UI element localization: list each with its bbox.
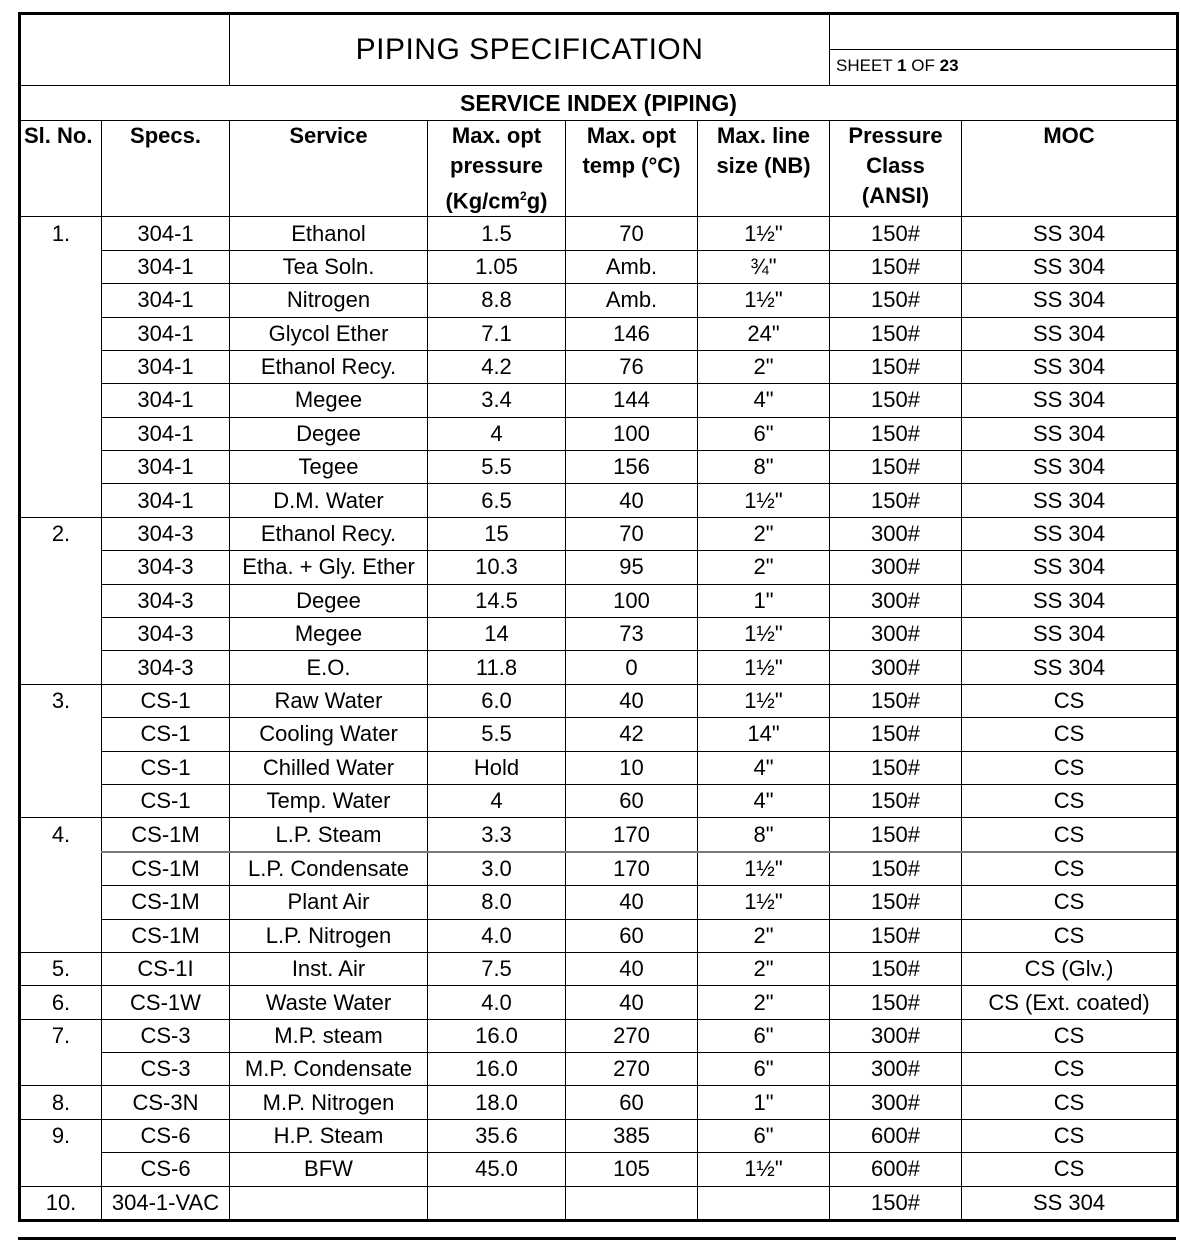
table-row: [20, 684, 1178, 717]
pressure-class-cell: 150#: [830, 417, 962, 450]
line-size-cell: 1½": [698, 484, 830, 517]
pressure-cell: 6.0: [428, 684, 566, 717]
temp-cell: 170: [566, 818, 698, 852]
table-row: [20, 584, 1178, 617]
pressure-cell: 15: [428, 517, 566, 550]
moc-cell: SS 304: [962, 317, 1178, 350]
sl-no-cell: [20, 784, 102, 817]
moc-cell: SS 304: [962, 417, 1178, 450]
sl-no-cell: 4.: [20, 818, 102, 852]
pressure-cell: 11.8: [428, 651, 566, 684]
table-row: [20, 751, 1178, 784]
moc-cell: SS 304: [962, 451, 1178, 484]
line-size-cell: 2": [698, 986, 830, 1019]
service-cell: Raw Water: [230, 684, 428, 717]
service-cell: Ethanol Recy.: [230, 350, 428, 383]
table-row: [20, 284, 1178, 317]
pressure-cell: 4: [428, 784, 566, 817]
table-row: [20, 1086, 1178, 1119]
pressure-class-cell: 300#: [830, 517, 962, 550]
moc-cell: CS: [962, 852, 1178, 886]
service-cell: Nitrogen: [230, 284, 428, 317]
spec-cell: 304-1-VAC: [102, 1186, 230, 1220]
table-row: [20, 718, 1178, 751]
pressure-class-cell: 150#: [830, 986, 962, 1019]
pressure-class-cell: 300#: [830, 1019, 962, 1052]
moc-cell: CS: [962, 1153, 1178, 1186]
spec-cell: 304-1: [102, 384, 230, 417]
logo-cell: [20, 14, 230, 86]
pressure-class-cell: 300#: [830, 1086, 962, 1119]
spec-cell: 304-1: [102, 217, 230, 250]
line-size-cell: 4": [698, 784, 830, 817]
line-size-cell: 2": [698, 517, 830, 550]
table-row: [20, 852, 1178, 886]
sl-no-cell: [20, 886, 102, 919]
sl-no-cell: [20, 718, 102, 751]
pressure-class-cell: 150#: [830, 919, 962, 952]
pressure-cell: 1.5: [428, 217, 566, 250]
pressure-class-cell: 150#: [830, 284, 962, 317]
moc-cell: CS: [962, 1019, 1178, 1052]
table-row: [20, 1053, 1178, 1086]
pressure-cell: [428, 1186, 566, 1220]
sl-no-cell: [20, 551, 102, 584]
line-size-cell: 1½": [698, 217, 830, 250]
table-row: [20, 618, 1178, 651]
spec-cell: CS-3: [102, 1053, 230, 1086]
service-cell: Temp. Water: [230, 784, 428, 817]
col-pressure-class: Pressure Class (ANSI): [830, 121, 962, 217]
table-row: [20, 1019, 1178, 1052]
col-specs: Specs.: [102, 121, 230, 217]
line-size-cell: 24": [698, 317, 830, 350]
spec-cell: 304-3: [102, 584, 230, 617]
moc-cell: CS: [962, 718, 1178, 751]
temp-cell: 105: [566, 1153, 698, 1186]
service-cell: Megee: [230, 618, 428, 651]
temp-cell: [566, 1186, 698, 1220]
table-row: [20, 417, 1178, 450]
spec-cell: 304-3: [102, 517, 230, 550]
service-cell: Tegee: [230, 451, 428, 484]
service-cell: M.P. steam: [230, 1019, 428, 1052]
col-max-temp: Max. opt temp (°C): [566, 121, 698, 217]
service-cell: Ethanol Recy.: [230, 517, 428, 550]
spec-table: [18, 12, 1179, 1222]
service-cell: Etha. + Gly. Ether: [230, 551, 428, 584]
spec-cell: 304-1: [102, 417, 230, 450]
moc-cell: SS 304: [962, 384, 1178, 417]
line-size-cell: 6": [698, 417, 830, 450]
pressure-class-cell: 300#: [830, 584, 962, 617]
moc-cell: SS 304: [962, 1186, 1178, 1220]
moc-cell: SS 304: [962, 350, 1178, 383]
moc-cell: SS 304: [962, 484, 1178, 517]
table-row: [20, 384, 1178, 417]
service-cell: M.P. Nitrogen: [230, 1086, 428, 1119]
temp-cell: 76: [566, 350, 698, 383]
moc-cell: SS 304: [962, 217, 1178, 250]
col-moc: MOC: [962, 121, 1178, 217]
line-size-cell: 6": [698, 1019, 830, 1052]
temp-cell: 144: [566, 384, 698, 417]
spec-cell: 304-1: [102, 284, 230, 317]
spec-cell: CS-3N: [102, 1086, 230, 1119]
sl-no-cell: [20, 484, 102, 517]
line-size-cell: 6": [698, 1053, 830, 1086]
temp-cell: 40: [566, 952, 698, 985]
service-cell: [230, 1186, 428, 1220]
moc-cell: SS 304: [962, 651, 1178, 684]
service-cell: Degee: [230, 584, 428, 617]
table-row: [20, 250, 1178, 283]
spec-cell: CS-1: [102, 751, 230, 784]
service-cell: Tea Soln.: [230, 250, 428, 283]
spec-cell: 304-3: [102, 651, 230, 684]
pressure-cell: 1.05: [428, 250, 566, 283]
spec-cell: CS-3: [102, 1019, 230, 1052]
pressure-class-cell: 150#: [830, 451, 962, 484]
col-service: Service: [230, 121, 428, 217]
temp-cell: 170: [566, 852, 698, 886]
service-cell: D.M. Water: [230, 484, 428, 517]
line-size-cell: 2": [698, 551, 830, 584]
spec-cell: 304-1: [102, 250, 230, 283]
table-row: [20, 818, 1178, 852]
service-cell: L.P. Nitrogen: [230, 919, 428, 952]
table-row: [20, 350, 1178, 383]
sl-no-cell: [20, 1053, 102, 1086]
pressure-cell: 3.0: [428, 852, 566, 886]
spec-cell: CS-6: [102, 1119, 230, 1152]
table-row: [20, 551, 1178, 584]
moc-cell: CS: [962, 919, 1178, 952]
pressure-cell: 14: [428, 618, 566, 651]
line-size-cell: 2": [698, 350, 830, 383]
line-size-cell: 1½": [698, 618, 830, 651]
moc-cell: CS: [962, 684, 1178, 717]
pressure-class-cell: 150#: [830, 818, 962, 852]
spec-cell: CS-6: [102, 1153, 230, 1186]
moc-cell: CS: [962, 818, 1178, 852]
moc-cell: CS: [962, 784, 1178, 817]
temp-cell: 270: [566, 1019, 698, 1052]
line-size-cell: 1½": [698, 852, 830, 886]
col-max-line-size: Max. line size (NB): [698, 121, 830, 217]
spec-cell: CS-1M: [102, 852, 230, 886]
table-row: [20, 651, 1178, 684]
pressure-cell: 14.5: [428, 584, 566, 617]
line-size-cell: 1½": [698, 651, 830, 684]
col-max-pressure: Max. opt pressure $(Kg/cm^2g)$: [428, 121, 566, 217]
moc-cell: SS 304: [962, 618, 1178, 651]
line-size-cell: [698, 1186, 830, 1220]
spec-cell: 304-1: [102, 451, 230, 484]
sl-no-cell: 2.: [20, 517, 102, 550]
pressure-cell: 5.5: [428, 718, 566, 751]
sheet-current: 1: [897, 56, 907, 75]
temp-cell: 270: [566, 1053, 698, 1086]
table-row: [20, 952, 1178, 985]
spec-cell: 304-1: [102, 317, 230, 350]
spec-cell: CS-1M: [102, 919, 230, 952]
temp-cell: 40: [566, 986, 698, 1019]
moc-cell: SS 304: [962, 551, 1178, 584]
temp-cell: 146: [566, 317, 698, 350]
pressure-class-cell: 150#: [830, 484, 962, 517]
temp-cell: 60: [566, 919, 698, 952]
spec-cell: CS-1M: [102, 886, 230, 919]
service-cell: BFW: [230, 1153, 428, 1186]
sl-no-cell: [20, 284, 102, 317]
temp-cell: Amb.: [566, 250, 698, 283]
sheet-info-cell: [830, 14, 1178, 86]
pressure-class-cell: 150#: [830, 952, 962, 985]
sl-no-cell: 6.: [20, 986, 102, 1019]
title-row: [20, 14, 1178, 86]
pressure-cell: 4: [428, 417, 566, 450]
spec-cell: CS-1: [102, 784, 230, 817]
sheet-number: SHEET 1 OF 23: [836, 56, 959, 75]
service-cell: Degee: [230, 417, 428, 450]
sl-no-cell: [20, 417, 102, 450]
pressure-cell: 4.2: [428, 350, 566, 383]
spec-cell: 304-3: [102, 618, 230, 651]
pressure-cell: 10.3: [428, 551, 566, 584]
pressure-class-cell: 150#: [830, 718, 962, 751]
col-sl-no: Sl. No.: [20, 121, 102, 217]
pressure-cell: 18.0: [428, 1086, 566, 1119]
sl-no-cell: 10.: [20, 1186, 102, 1220]
sl-no-cell: [20, 751, 102, 784]
service-cell: Ethanol: [230, 217, 428, 250]
spec-cell: 304-1: [102, 350, 230, 383]
moc-cell: CS (Glv.): [962, 952, 1178, 985]
pressure-cell: 4.0: [428, 919, 566, 952]
sl-no-cell: [20, 618, 102, 651]
pressure-cell: 35.6: [428, 1119, 566, 1152]
piping-spec-sheet: [18, 12, 1176, 1222]
moc-cell: SS 304: [962, 584, 1178, 617]
line-size-cell: 1½": [698, 684, 830, 717]
line-size-cell: 1": [698, 1086, 830, 1119]
line-size-cell: 8": [698, 451, 830, 484]
pressure-class-cell: 150#: [830, 886, 962, 919]
spec-cell: CS-1: [102, 718, 230, 751]
pressure-cell: 7.1: [428, 317, 566, 350]
service-cell: Glycol Ether: [230, 317, 428, 350]
sl-no-cell: 3.: [20, 684, 102, 717]
table-row: [20, 317, 1178, 350]
pressure-class-cell: 300#: [830, 1053, 962, 1086]
temp-cell: 40: [566, 484, 698, 517]
sl-no-cell: [20, 451, 102, 484]
temp-cell: 70: [566, 217, 698, 250]
sl-no-cell: 1.: [20, 217, 102, 250]
line-size-cell: 1½": [698, 886, 830, 919]
sl-no-cell: [20, 250, 102, 283]
service-cell: Cooling Water: [230, 718, 428, 751]
pressure-cell: 3.3: [428, 818, 566, 852]
page-title: PIPING SPECIFICATION: [230, 14, 830, 86]
line-size-cell: ¾": [698, 250, 830, 283]
moc-cell: SS 304: [962, 517, 1178, 550]
column-header-row: [20, 121, 1178, 217]
table-body: [20, 217, 1178, 1221]
sl-no-cell: [20, 651, 102, 684]
sl-no-cell: [20, 919, 102, 952]
service-cell: L.P. Steam: [230, 818, 428, 852]
table-row: [20, 1153, 1178, 1186]
temp-cell: 10: [566, 751, 698, 784]
service-index-title: SERVICE INDEX (PIPING): [20, 86, 1178, 121]
table-row: [20, 517, 1178, 550]
sl-no-cell: 8.: [20, 1086, 102, 1119]
service-cell: M.P. Condensate: [230, 1053, 428, 1086]
temp-cell: 40: [566, 684, 698, 717]
temp-cell: 60: [566, 1086, 698, 1119]
line-size-cell: 1½": [698, 284, 830, 317]
temp-cell: 100: [566, 417, 698, 450]
table-row: [20, 886, 1178, 919]
pressure-class-cell: 600#: [830, 1119, 962, 1152]
service-cell: Plant Air: [230, 886, 428, 919]
temp-cell: 156: [566, 451, 698, 484]
temp-cell: 385: [566, 1119, 698, 1152]
table-row: [20, 919, 1178, 952]
line-size-cell: 4": [698, 751, 830, 784]
pressure-class-cell: 300#: [830, 551, 962, 584]
line-size-cell: 14": [698, 718, 830, 751]
spec-cell: CS-1: [102, 684, 230, 717]
table-row: [20, 484, 1178, 517]
line-size-cell: 1": [698, 584, 830, 617]
service-cell: Inst. Air: [230, 952, 428, 985]
table-row: [20, 1119, 1178, 1152]
spec-cell: CS-1I: [102, 952, 230, 985]
pressure-cell: 16.0: [428, 1053, 566, 1086]
sl-no-cell: [20, 317, 102, 350]
moc-cell: SS 304: [962, 250, 1178, 283]
spec-cell: 304-3: [102, 551, 230, 584]
sl-no-cell: [20, 584, 102, 617]
service-cell: Megee: [230, 384, 428, 417]
pressure-cell: 8.8: [428, 284, 566, 317]
line-size-cell: 2": [698, 919, 830, 952]
pressure-class-cell: 150#: [830, 217, 962, 250]
temp-cell: 100: [566, 584, 698, 617]
table-row: [20, 784, 1178, 817]
pressure-cell: 45.0: [428, 1153, 566, 1186]
temp-cell: Amb.: [566, 284, 698, 317]
pressure-class-cell: 150#: [830, 350, 962, 383]
pressure-class-cell: 300#: [830, 618, 962, 651]
temp-cell: 0: [566, 651, 698, 684]
service-cell: H.P. Steam: [230, 1119, 428, 1152]
sl-no-cell: [20, 350, 102, 383]
moc-cell: CS (Ext. coated): [962, 986, 1178, 1019]
sl-no-cell: 7.: [20, 1019, 102, 1052]
moc-cell: CS: [962, 886, 1178, 919]
moc-cell: CS: [962, 1086, 1178, 1119]
moc-cell: SS 304: [962, 284, 1178, 317]
table-row: [20, 217, 1178, 250]
line-size-cell: 6": [698, 1119, 830, 1152]
pressure-class-cell: 150#: [830, 1186, 962, 1220]
pressure-cell: 4.0: [428, 986, 566, 1019]
moc-cell: CS: [962, 1053, 1178, 1086]
sheet-total: 23: [939, 56, 959, 75]
spec-cell: 304-1: [102, 484, 230, 517]
pressure-class-cell: 150#: [830, 784, 962, 817]
spec-cell: CS-1W: [102, 986, 230, 1019]
pressure-class-cell: 150#: [830, 684, 962, 717]
pressure-class-cell: 600#: [830, 1153, 962, 1186]
table-row: [20, 1186, 1178, 1220]
index-title-row: [20, 86, 1178, 121]
temp-cell: 60: [566, 784, 698, 817]
pressure-cell: 8.0: [428, 886, 566, 919]
pressure-cell: 3.4: [428, 384, 566, 417]
moc-cell: CS: [962, 751, 1178, 784]
pressure-class-cell: 150#: [830, 852, 962, 886]
pressure-cell: 5.5: [428, 451, 566, 484]
service-cell: L.P. Condensate: [230, 852, 428, 886]
table-row: [20, 451, 1178, 484]
table-row: [20, 986, 1178, 1019]
pressure-class-cell: 150#: [830, 317, 962, 350]
service-cell: E.O.: [230, 651, 428, 684]
temp-cell: 42: [566, 718, 698, 751]
pressure-cell: 6.5: [428, 484, 566, 517]
service-cell: Waste Water: [230, 986, 428, 1019]
pressure-class-cell: 300#: [830, 651, 962, 684]
temp-cell: 70: [566, 517, 698, 550]
sl-no-cell: 5.: [20, 952, 102, 985]
service-cell: Chilled Water: [230, 751, 428, 784]
spec-cell: CS-1M: [102, 818, 230, 852]
temp-cell: 40: [566, 886, 698, 919]
pressure-class-cell: 150#: [830, 384, 962, 417]
pressure-class-cell: 150#: [830, 250, 962, 283]
line-size-cell: 1½": [698, 1153, 830, 1186]
pressure-cell: 16.0: [428, 1019, 566, 1052]
line-size-cell: 2": [698, 952, 830, 985]
sl-no-cell: [20, 384, 102, 417]
pressure-class-cell: 150#: [830, 751, 962, 784]
moc-cell: CS: [962, 1119, 1178, 1152]
line-size-cell: 4": [698, 384, 830, 417]
pressure-cell: 7.5: [428, 952, 566, 985]
sheet-info-blank: [830, 15, 1176, 50]
temp-cell: 73: [566, 618, 698, 651]
temp-cell: 95: [566, 551, 698, 584]
sl-no-cell: [20, 852, 102, 886]
pressure-cell: Hold: [428, 751, 566, 784]
sl-no-cell: 9.: [20, 1119, 102, 1152]
bottom-rule: [18, 1237, 1176, 1240]
sl-no-cell: [20, 1153, 102, 1186]
line-size-cell: 8": [698, 818, 830, 852]
